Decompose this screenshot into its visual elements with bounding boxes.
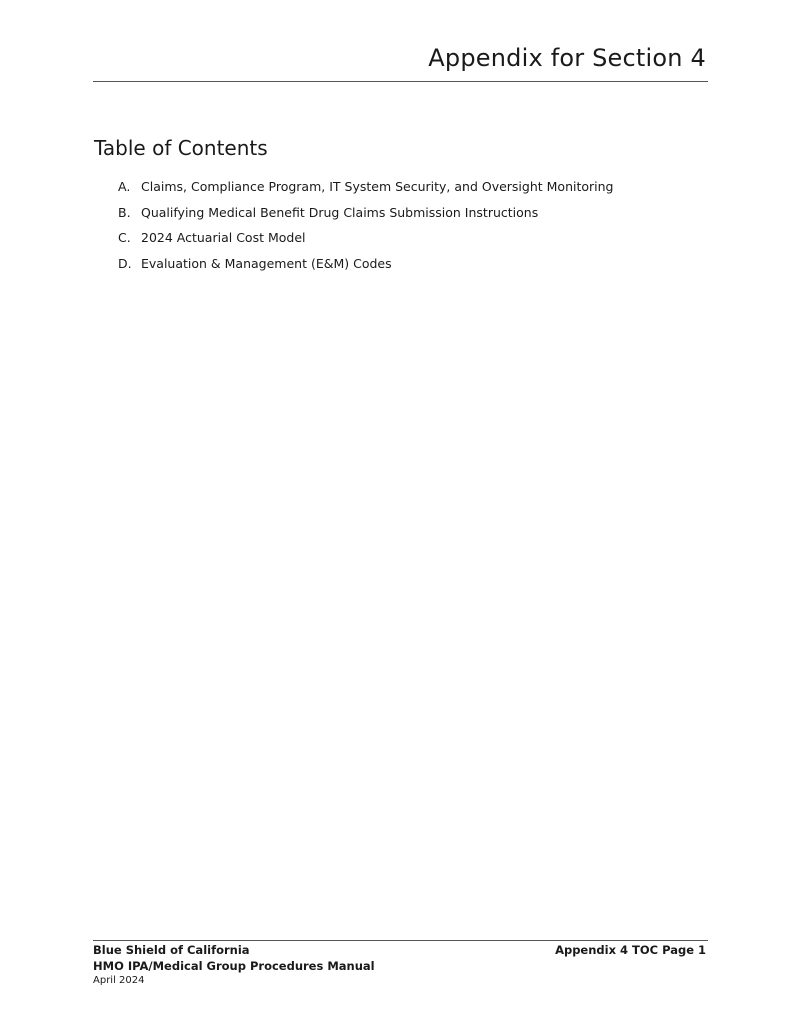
footer-manual-title: HMO IPA/Medical Group Procedures Manual: [93, 959, 375, 973]
toc-item-letter: A.: [118, 179, 131, 194]
page-header: [93, 40, 708, 82]
toc-item-label: Qualifying Medical Benefit Drug Claims Submission Instructions: [141, 204, 539, 220]
footer-organization: Blue Shield of California: [93, 943, 250, 957]
toc-item-d[interactable]: [118, 255, 614, 281]
toc-item-letter: D.: [118, 255, 132, 271]
toc-item-b[interactable]: [118, 204, 614, 230]
toc-heading: Table of Contents: [94, 136, 268, 160]
toc-item-c[interactable]: [118, 229, 614, 255]
toc-item-letter: C.: [118, 230, 131, 245]
toc-item-a[interactable]: [118, 178, 614, 204]
toc-item-label: 2024 Actuarial Cost Model: [141, 230, 306, 245]
toc-item-label: Evaluation & Management (E&M) Codes: [141, 255, 392, 271]
footer-page-label: Appendix 4 TOC Page 1: [555, 943, 706, 957]
toc-item-label: Claims, Compliance Program, IT System Security, and Oversight Monitoring: [141, 179, 614, 194]
footer-date: April 2024: [93, 975, 145, 986]
toc-list: [118, 178, 614, 280]
section-title: Appendix for Section 4: [428, 44, 706, 72]
toc-item-letter: B.: [118, 204, 131, 220]
page-footer: [93, 940, 708, 988]
